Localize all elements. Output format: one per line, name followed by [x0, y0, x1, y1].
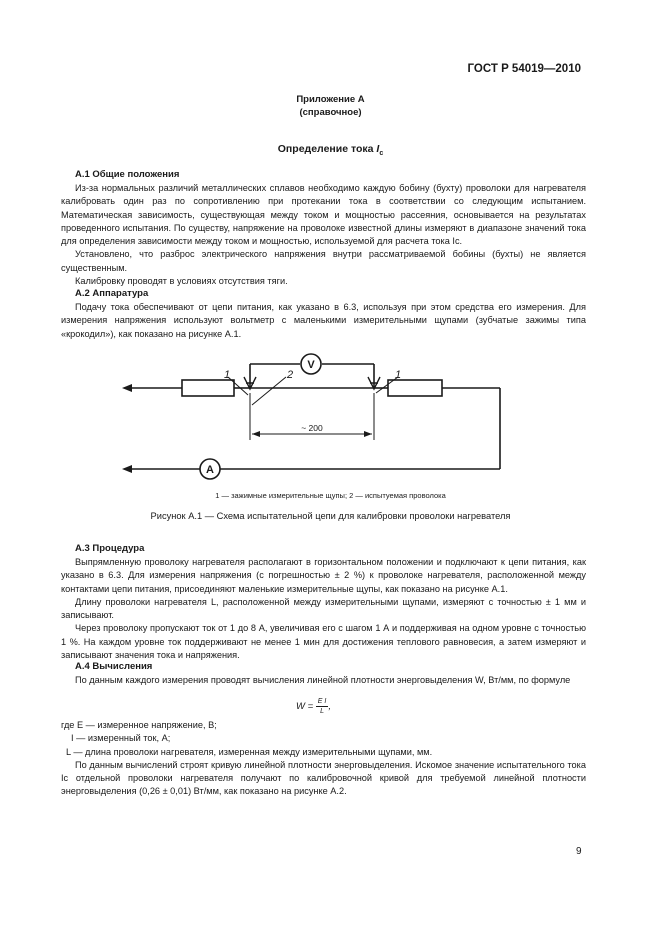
callout-number: 1	[395, 369, 402, 381]
section-a4-heading: А.4 Вычисления	[75, 661, 153, 672]
page-title-text: Определение тока	[277, 143, 374, 155]
section-a1-body	[61, 182, 586, 288]
section-a2-heading: А.2 Аппаратура	[75, 288, 149, 299]
section-a4-paragraph: По данным каждого измерения проводят вычисления линейной плотности энерговыделения W, Вт/мм, по формуле	[75, 675, 571, 685]
annex-title: Приложение А	[296, 94, 365, 105]
section-a3-paragraph: Длину проволоки нагревателя L, расположенной между измерительными щупами, измеряют с точностью ± 1 мм и записывают.	[61, 596, 586, 621]
formula-numerator: E I	[317, 698, 327, 705]
definition-l: L — длина проволоки нагревателя, измеренная между измерительными щупами, мм.	[66, 746, 433, 757]
section-a3-heading: А.3 Процедура	[75, 543, 145, 554]
page-title-symbol: I	[376, 143, 380, 155]
page-title-subscript: с	[379, 150, 384, 158]
formula-fraction	[316, 697, 329, 716]
right-resistor	[388, 380, 442, 396]
section-a3-paragraph: Выпрямленную проволоку нагревателя располагают в горизонтальном положении и подключают к цепи питания, как указано в 6.3. Для измерения напряжения (с погрешностью ± 2 %) к проволоке нагревателя, расположенной между контактами цепи питания, присоединяют маленькие измерительные щупы, как показано на рисунке А.1.	[61, 557, 586, 594]
section-a3-paragraph: Через проволоку пропускают ток от 1 до 8 А, увеличивая его с шагом 1 А и поддерживая на одном уровне с точностью 1 %. На каждом уровне ток поддерживают не менее 1 мин для достижения теплового равновесия, а затем измеряют и записывают значения тока и напряжения.	[61, 623, 586, 661]
section-a1-paragraph: Калибровку проводят в условиях отсутствия тяги.	[75, 276, 288, 287]
callout-leader-2	[252, 377, 286, 405]
test-circuit-diagram	[110, 345, 530, 480]
figure-legend: 1 — зажимные измерительные щупы; 2 — испытуемая проволока	[215, 491, 446, 500]
section-a1-paragraph: Из-за нормальных различий металлических сплавов необходимо каждую бобину (бухту) проволоки для нагревателя калибровать один раз по сопротивлению при протекании тока в соответствии со следующим испытанием. Математическая зависимость, существующая между током и мощностью рассеяния, основывается на результатах проведенного испытания. По существу, напряжение на проволоке известной длины измеряют в диапазоне значений тока для определения зависимости между током и мощностью, используемой для расчета тока Ic.	[61, 183, 586, 247]
formula-lhs: W =	[296, 701, 314, 713]
dimension-arrow-icon	[252, 431, 260, 437]
section-a3-body	[61, 556, 586, 662]
arrow-left-icon	[122, 465, 132, 473]
section-a4-paragraph: По данным вычислений строят кривую линейной плотности энерговыделения. Искомое значение испытательного тока Ic отдельной проволоки нагревателя получают по калибровочной кривой для требуемой линейной плотности энерговыделения (0,26 ± 0,01) Вт/мм, как показано на рисунке А.2.	[61, 759, 586, 797]
formula-definitions	[61, 719, 586, 799]
formula-tail: ,	[328, 701, 331, 713]
document-standard-id: ГОСТ Р 54019—2010	[467, 63, 581, 75]
dimension-arrow-icon	[364, 431, 372, 437]
power-density-formula	[296, 697, 331, 716]
page-title	[0, 143, 661, 157]
annex-heading	[0, 93, 661, 119]
section-a2-paragraph: Подачу тока обеспечивают от цепи питания, как указано в 6.3, используя при этом средства его измерения. Для измерения напряжения используют вольтметр с маленькими измерительными щупами (зубчатые зажимы типа «крокодил»), как показано на рисунке А.1.	[61, 302, 586, 339]
arrow-left-icon	[122, 384, 132, 392]
annex-note: (справочное)	[299, 107, 362, 118]
ammeter-label: A	[206, 464, 214, 476]
left-resistor	[182, 380, 234, 396]
section-a1-paragraph: Установлено, что разброс электрического напряжения внутри рассматриваемой бобины (бухты) не является существенным.	[61, 249, 586, 273]
formula-denominator: L	[320, 708, 325, 715]
definition-i: I — измеренный ток, А;	[71, 733, 171, 744]
callout-number: 2	[287, 369, 294, 381]
section-a2-body	[61, 301, 586, 341]
callout-number: 1	[224, 369, 231, 381]
voltmeter-label: V	[307, 359, 315, 371]
section-a4-body	[61, 674, 586, 687]
definition-e: где E — измеренное напряжение, В;	[61, 720, 217, 730]
page-number: 9	[576, 846, 582, 857]
section-a1-heading: А.1 Общие положения	[75, 169, 180, 180]
figure-caption: Рисунок А.1 — Схема испытательной цепи для калибровки проволоки нагревателя	[150, 511, 511, 521]
dimension-label: ~ 200	[301, 423, 323, 433]
